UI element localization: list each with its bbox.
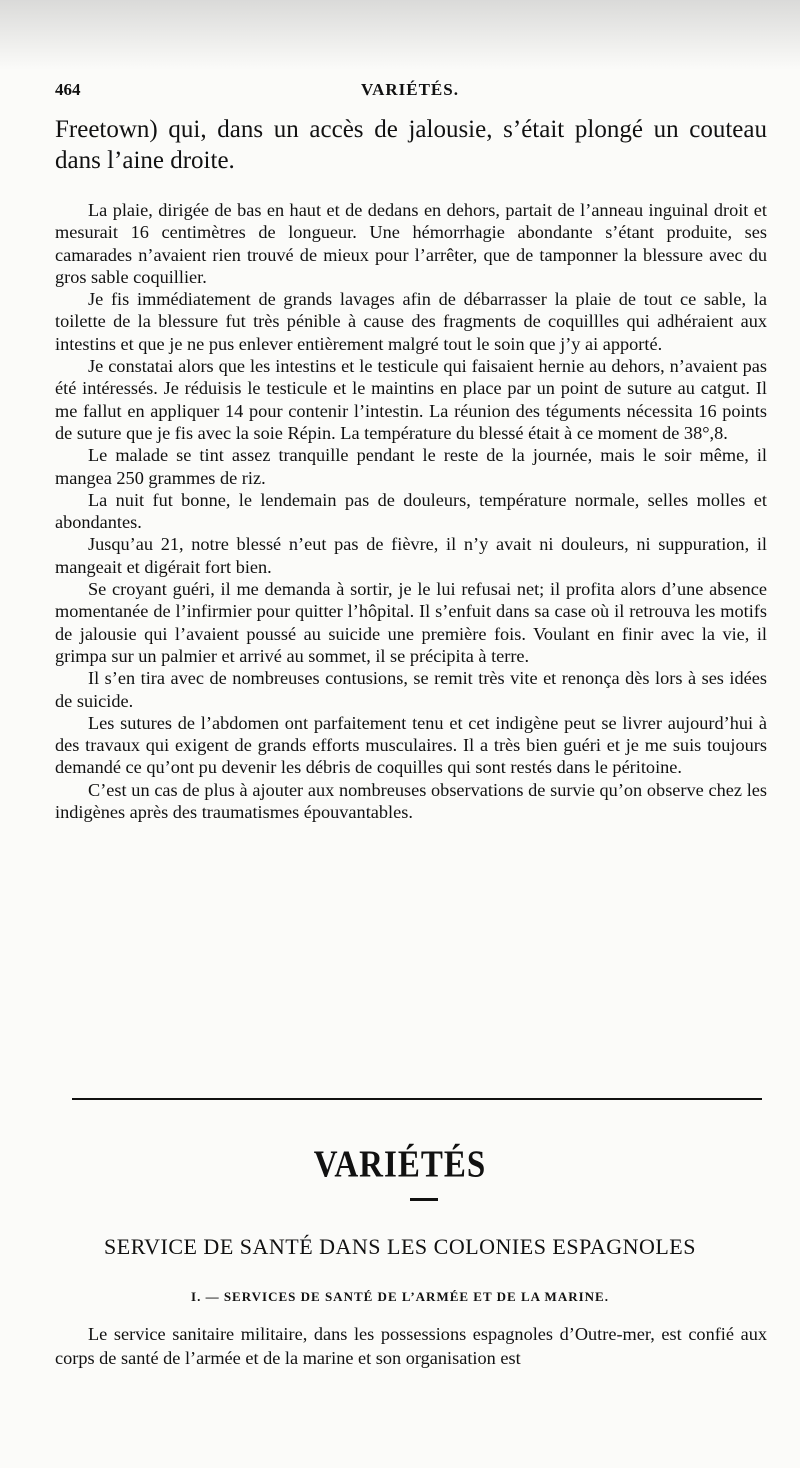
section-title: VARIÉTÉS — [313, 1144, 487, 1186]
running-title: VARIÉTÉS. — [361, 80, 459, 99]
paragraph: Se croyant guéri, il me demanda à sortir, je le lui refusai net; il profita alors d’une absence momentanée de l’infirmier pour quitter l’hôpital. Il s’enfuit dans sa case où il retrouva les motifs de jalousie qui l’avaient poussé au suicide une première fois. Voulant en finir avec la vie, il grimpa sur un palmier et arrivé au sommet, il se précipita à terre. — [55, 579, 767, 666]
paragraph: Je fis immédiatement de grands lavages afin de débarrasser la plaie de tout ce sable, la toilette de la blessure fut très pénible à cause des fragments de coquillles qui adhéraient aux intestins et que je ne pus enlever entièrement malgré tout le soin que j’y ai apporté. — [55, 289, 767, 354]
paragraph: Le malade se tint assez tranquille pendant le reste de la journée, mais le soir même, il mangea 250 grammes de riz. — [55, 445, 767, 488]
section-body — [55, 1322, 767, 1370]
paragraph: Le service sanitaire militaire, dans les possessions espagnoles d’Outre-mer, est confié aux corps de santé de l’armée et de la marine et son organisation est — [55, 1324, 767, 1368]
title-underline — [410, 1198, 438, 1201]
paragraph: Les sutures de l’abdomen ont parfaitement tenu et cet indigène peut se livrer aujourd’hui à des travaux qui exigent de grands efforts musculaires. Il a très bien guéri et je me suis toujours demandé ce qu’ont pu devenir les débris de coquilles qui sont restés dans le péritoine. — [55, 712, 767, 778]
scan-edge-shadow — [0, 0, 800, 70]
section-divider — [72, 1098, 762, 1100]
article-subheading: I. — SERVICES DE SANTÉ DE L’ARMÉE ET DE LA MARINE. — [191, 1289, 609, 1304]
paragraph: La nuit fut bonne, le lendemain pas de douleurs, température normale, selles molles et abondantes. — [55, 489, 767, 533]
page-number: 464 — [55, 80, 81, 99]
running-header — [55, 80, 765, 104]
paragraph: Jusqu’au 21, notre blessé n’eut pas de fièvre, il n’y avait ni douleurs, ni suppuration, il mangeait et digérait fort bien. — [55, 534, 767, 577]
paragraph: Il s’en tira avec de nombreuses contusions, se remit très vite et renonça dès lors à ses idées de suicide. — [55, 668, 767, 711]
paragraph: La plaie, dirigée de bas en haut et de dedans en dehors, partait de l’anneau inguinal droit et mesurait 16 centimètres de longueur. Une hémorrhagie abondante s’étant produite, ses camarades n’avaient rien trouvé de mieux pour l’arrêter, que de tamponner la blessure avec du gros sable coquillier. — [55, 200, 767, 287]
paragraph: C’est un cas de plus à ajouter aux nombreuses observations de survie qu’on observe chez les indigènes après des traumatismes épouvantables. — [55, 779, 767, 823]
paragraph: Je constatai alors que les intestins et le testicule qui faisaient hernie au dehors, n’avaient pas été intéressés. Je réduisis le testicule et le maintins en place par un point de suture au catgut. Il me fallut en appliquer 14 pour contenir l’intestin. La réunion des téguments nécessita 16 points de suture que je fis avec la soie Répin. La température du blessé était à ce moment de 38°,8. — [55, 356, 767, 443]
lead-text: Freetown) qui, dans un accès de jalousie, s’était plongé un couteau dans l’aine droite. — [55, 116, 767, 174]
article-heading: SERVICE DE SANTÉ DANS LES COLONIES ESPAGNOLES — [104, 1234, 696, 1259]
article-body — [55, 199, 767, 823]
